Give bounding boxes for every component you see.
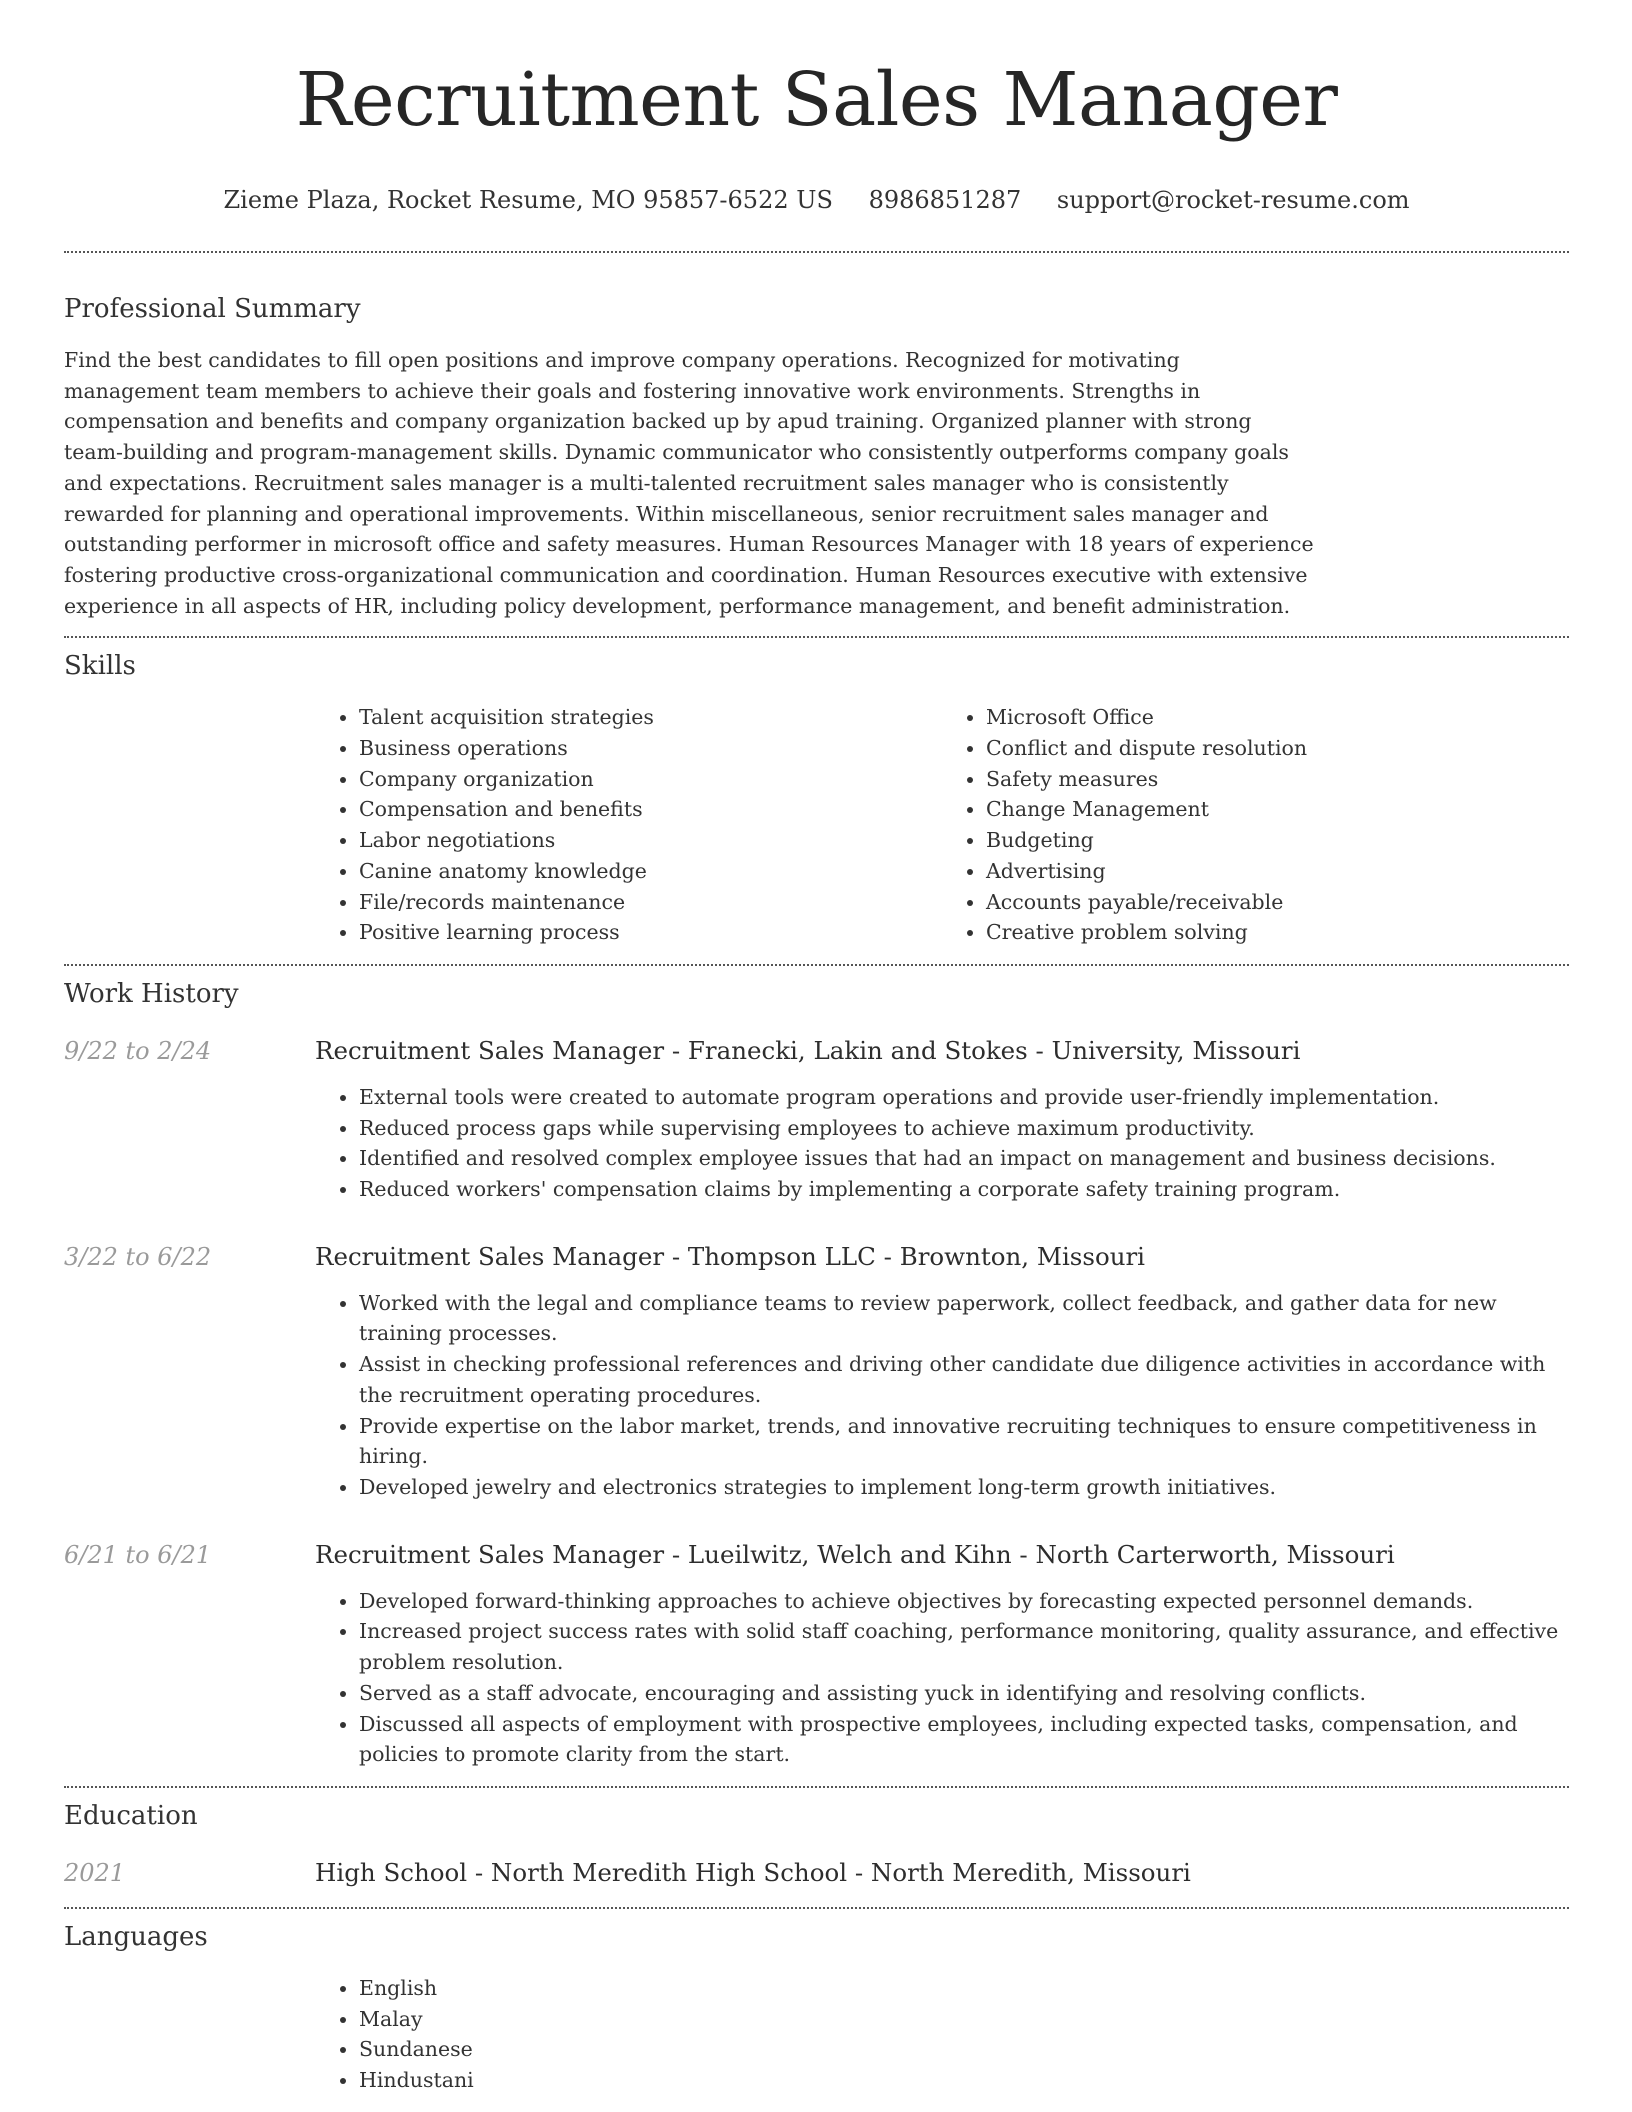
job-heading: Recruitment Sales Manager - Thompson LLC - Brownton, Missouri	[315, 1241, 1146, 1271]
job-date: 3/22 to 6/22	[64, 1242, 212, 1271]
skill-item: • Positive learning process	[359, 917, 942, 948]
job-entry	[64, 1240, 1569, 1274]
divider	[64, 964, 1569, 966]
job-bullets	[315, 1586, 1569, 1770]
job-bullet: • Identified and resolved complex employee issues that had an impact on management and business decisions.	[359, 1143, 1569, 1174]
divider	[64, 636, 1569, 638]
divider	[64, 1786, 1569, 1788]
contact-phone: 8986851287	[868, 186, 1022, 214]
job-bullet: • Provide expertise on the labor market, trends, and innovative recruiting techniques to ensure competitiveness in hiring.	[359, 1411, 1569, 1472]
skills-column-right	[942, 702, 1569, 948]
job-entry	[64, 1034, 1569, 1068]
job-bullet: • Developed jewelry and electronics strategies to implement long-term growth initiatives.	[359, 1472, 1569, 1503]
languages-list	[315, 1973, 1569, 2096]
job-bullet: • Reduced process gaps while supervising employees to achieve maximum productivity.	[359, 1113, 1569, 1144]
job-bullet: • Served as a staff advocate, encouraging and assisting yuck in identifying and resolving conflicts.	[359, 1678, 1569, 1709]
job-bullet: • Developed forward-thinking approaches to achieve objectives by forecasting expected personnel demands.	[359, 1586, 1569, 1617]
skill-item: • Accounts payable/receivable	[986, 887, 1569, 918]
job-bullet: • Worked with the legal and compliance teams to review paperwork, collect feedback, and gather data for new training processes.	[359, 1288, 1569, 1349]
skill-item: • Budgeting	[986, 825, 1569, 856]
education-date: 2021	[64, 1858, 126, 1887]
skills-column-left	[315, 702, 942, 948]
skill-item: • Canine anatomy knowledge	[359, 856, 942, 887]
skill-item: • Microsoft Office	[986, 702, 1569, 733]
contact-address: Zieme Plaza, Rocket Resume, MO 95857-6522 US	[223, 186, 833, 214]
summary-text: Find the best candidates to fill open positions and improve company operations. Recognized for motivating management team members to achieve their goals and fostering innovative work environments. Strengths in compensation and benefits and company organization backed up by apud training. Organized planner with strong team-building and program-management skills. Dynamic communicator who consistently outperforms company goals and expectations. Recruitment sales manager is a multi-talented recruitment sales manager who is consistently rewarded for planning and operational improvements. Within miscellaneous, senior recruitment sales manager and outstanding performer in microsoft office and safety measures. Human Resources Manager with 18 years of experience fostering productive cross-organizational communication and coordination. Human Resources executive with extensive experience in all aspects of HR, including policy development, performance management, and benefit administration.	[64, 348, 1314, 618]
skill-item: • Change Management	[986, 794, 1569, 825]
job-bullet: • Assist in checking professional references and driving other candidate due diligence activities in accordance with the recruitment operating procedures.	[359, 1349, 1569, 1410]
skill-item: • Talent acquisition strategies	[359, 702, 942, 733]
skill-item: • File/records maintenance	[359, 887, 942, 918]
job-bullet: • Discussed all aspects of employment with prospective employees, including expected tasks, compensation, and policies to promote clarity from the start.	[359, 1709, 1569, 1770]
job-bullet: • External tools were created to automate program operations and provide user-friendly implementation.	[359, 1082, 1569, 1113]
section-title-education: Education	[64, 1800, 198, 1831]
job-entry	[64, 1538, 1569, 1572]
job-bullet: • Increased project success rates with solid staff coaching, performance monitoring, quality assurance, and effective problem resolution.	[359, 1616, 1569, 1677]
skill-item: • Labor negotiations	[359, 825, 942, 856]
contact-email: support@rocket-resume.com	[1056, 186, 1410, 214]
education-heading: High School - North Meredith High School - North Meredith, Missouri	[315, 1857, 1191, 1887]
job-bullet: • Reduced workers' compensation claims by implementing a corporate safety training program.	[359, 1174, 1569, 1205]
job-heading: Recruitment Sales Manager - Franecki, Lakin and Stokes - University, Missouri	[315, 1035, 1301, 1065]
job-heading: Recruitment Sales Manager - Lueilwitz, Welch and Kihn - North Carterworth, Missouri	[315, 1539, 1395, 1569]
skill-item: • Creative problem solving	[986, 917, 1569, 948]
divider	[64, 1907, 1569, 1909]
skill-item: • Advertising	[986, 856, 1569, 887]
divider	[64, 251, 1569, 253]
language-item: • Hindustani	[359, 2065, 1569, 2096]
resume-name: Recruitment Sales Manager	[295, 57, 1338, 143]
contact-line	[64, 183, 1569, 217]
section-title-languages: Languages	[64, 1921, 208, 1952]
resume-page	[64, 0, 1569, 2096]
education-entry	[64, 1856, 1569, 1890]
job-date: 6/21 to 6/21	[64, 1540, 212, 1569]
section-title-work-history: Work History	[64, 978, 239, 1009]
language-item: • English	[359, 1973, 1569, 2004]
skill-item: • Company organization	[359, 764, 942, 795]
language-item: • Sundanese	[359, 2034, 1569, 2065]
job-bullets	[315, 1082, 1569, 1205]
skill-item: • Conflict and dispute resolution	[986, 733, 1569, 764]
section-title-skills: Skills	[64, 651, 136, 682]
job-date: 9/22 to 2/24	[64, 1036, 212, 1065]
language-item: • Malay	[359, 2004, 1569, 2035]
skill-item: • Compensation and benefits	[359, 794, 942, 825]
job-bullets	[315, 1288, 1569, 1503]
skill-item: • Safety measures	[986, 764, 1569, 795]
skills-list	[315, 702, 1569, 948]
section-title-summary: Professional Summary	[64, 294, 361, 324]
skill-item: • Business operations	[359, 733, 942, 764]
